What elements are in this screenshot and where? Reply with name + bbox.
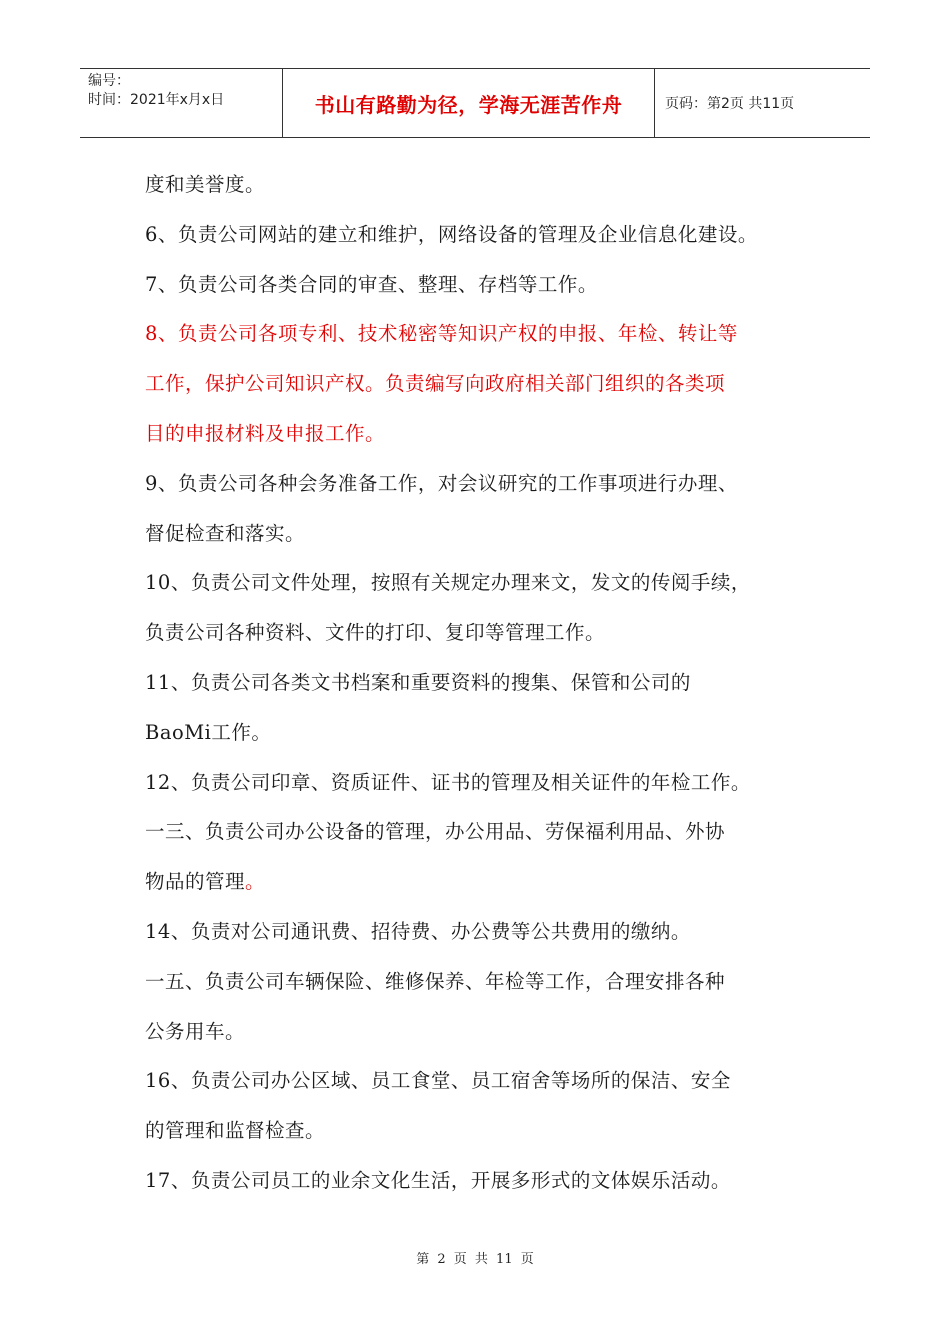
body-line: 一三、负责公司办公设备的管理，办公用品、劳保福利用品、外协 <box>145 820 726 844</box>
body-line-highlighted: 目的申报材料及申报工作。 <box>145 421 386 445</box>
doc-date-label: 时间：2021年x月x日 <box>88 92 225 108</box>
red-period: 。 <box>245 870 266 894</box>
body-line-highlighted: 8、负责公司各项专利、技术秘密等知识产权的申报、年检、转让等 <box>145 322 738 346</box>
body-line: 11、负责公司各类文书档案和重要资料的搜集、保管和公司的 <box>145 670 691 694</box>
body-line-highlighted: 工作，保护公司知识产权。负责编写向政府相关部门组织的各类项 <box>145 372 726 396</box>
header-meta-cell <box>80 69 283 137</box>
document-body <box>145 160 815 1206</box>
body-line: 的管理和监督检查。 <box>145 1119 326 1143</box>
body-line: 6、负责公司网站的建立和维护，网络设备的管理及企业信息化建设。 <box>145 222 758 246</box>
body-line: 7、负责公司各类合同的审查、整理、存档等工作。 <box>145 272 598 296</box>
body-line: 14、负责对公司通讯费、招待费、办公费等公共费用的缴纳。 <box>145 919 691 943</box>
body-line: 公务用车。 <box>145 1019 246 1043</box>
header-page-cell <box>655 69 870 137</box>
document-header <box>80 68 870 138</box>
body-line: 12、负责公司印章、资质证件、证书的管理及相关证件的年检工作。 <box>145 770 751 794</box>
doc-code-label: 编号： <box>88 73 130 89</box>
body-line: 督促检查和落实。 <box>145 521 306 545</box>
body-line: 16、负责公司办公区域、员工食堂、员工宿舍等场所的保洁、安全 <box>145 1069 731 1093</box>
body-line: 17、负责公司员工的业余文化生活，开展多形式的文体娱乐活动。 <box>145 1168 731 1192</box>
body-line: 一五、负责公司车辆保险、维修保养、年检等工作，合理安排各种 <box>145 969 726 993</box>
footer-page-number: 第 2 页 共 11 页 <box>416 1252 534 1267</box>
body-line: 负责公司各种资料、文件的打印、复印等管理工作。 <box>145 621 606 645</box>
header-motto-cell <box>283 69 655 137</box>
body-line: 10、负责公司文件处理，按照有关规定办理来文，发文的传阅手续， <box>145 571 751 595</box>
body-line: 度和美誉度。 <box>145 173 266 196</box>
body-line: BaoMi工作。 <box>145 720 272 744</box>
body-line: 物品的管理。 <box>145 870 266 894</box>
header-motto: 书山有路勤为径，学海无涯苦作舟 <box>314 92 623 117</box>
page-footer <box>0 1248 950 1267</box>
body-line: 9、负责公司各种会务准备工作，对会议研究的工作事项进行办理、 <box>145 471 738 495</box>
header-page-info: 页码：第2页 共11页 <box>665 96 795 112</box>
